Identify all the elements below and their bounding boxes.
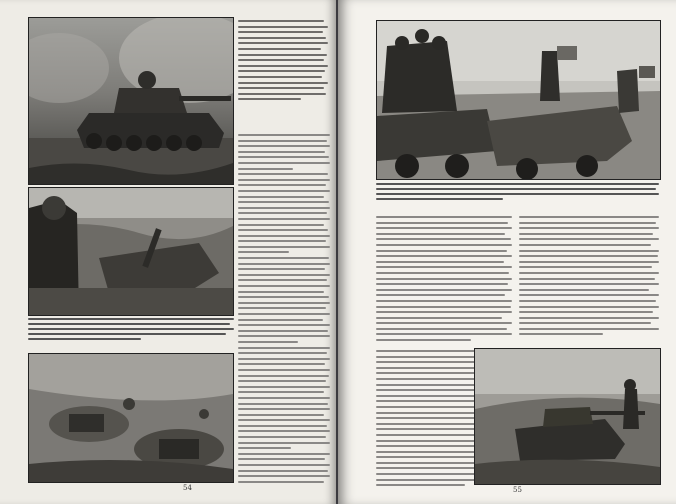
left-page [0,0,336,504]
left-page-number: 54 [183,484,192,492]
soldier-destroyed-tank-photo [28,187,234,316]
right-page [338,0,676,504]
left-column-text-main [238,134,330,494]
right-photo-caption [376,183,659,213]
right-column-text-left [376,216,512,346]
tank-hill-photo [474,348,661,485]
left-column-text-top [238,20,328,130]
soldiers-on-apc-photo [376,20,661,180]
wrecked-vehicles-aerial-photo [28,353,234,483]
right-page-number: 55 [513,486,522,494]
right-column-text-right [519,216,659,344]
left-photo-caption [28,318,234,352]
tank-smoke-photo [28,17,234,185]
